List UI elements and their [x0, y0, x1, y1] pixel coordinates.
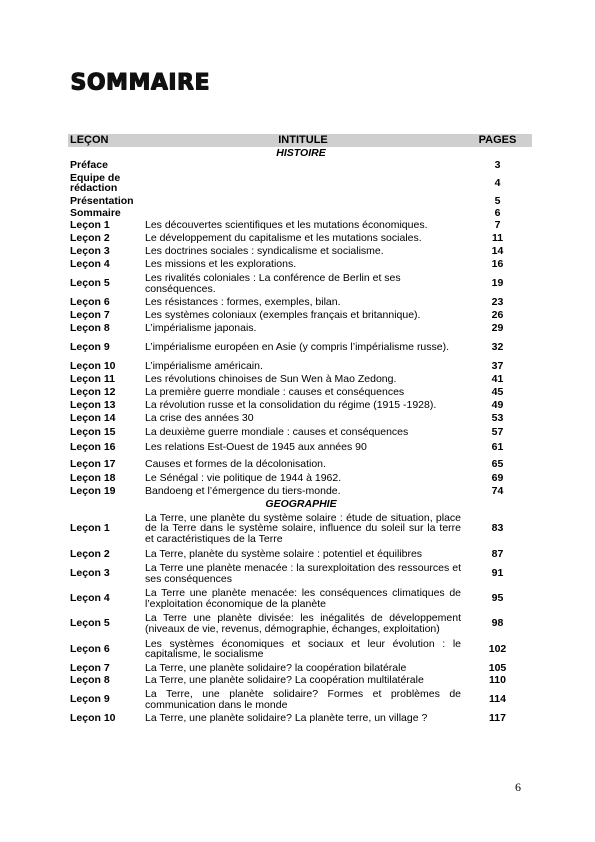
lesson-title: L’impérialisme américain.: [145, 360, 263, 373]
lesson-label: Leçon 7: [70, 662, 110, 674]
page-ref: 102: [488, 642, 507, 655]
lesson-title: L’impérialisme japonais.: [145, 322, 257, 335]
toc-row: [68, 547, 532, 561]
header-title: INTITULE: [143, 134, 461, 147]
lesson-title: Les rivalités coloniales : La conférence de Berlin et ses conséquences.: [145, 272, 401, 295]
lesson-label: Leçon 19: [70, 485, 116, 498]
lesson-title: Les révolutions chinoises de Sun Wen à Mao Zedong.: [145, 373, 397, 386]
lesson-title: La révolution russe et la consolidation du régime (1915 -1928).: [145, 399, 437, 412]
page-ref: 69: [491, 472, 504, 485]
toc-row: [68, 485, 532, 498]
toc-row: [68, 636, 532, 662]
lesson-title: La deuxième guerre mondiale : causes et conséquences: [145, 425, 409, 438]
toc-row: [68, 195, 532, 207]
toc-row: [68, 373, 532, 386]
lesson-label: Leçon 1: [70, 522, 110, 535]
lesson-label: Leçon 17: [70, 457, 116, 470]
lesson-title: La Terre, planète du système solaire : potentiel et équilibres: [145, 547, 423, 560]
page-ref: 57: [491, 425, 504, 438]
toc-row: [68, 674, 532, 687]
lesson-label: Leçon 10: [70, 360, 116, 373]
lesson-label: Leçon 5: [70, 277, 110, 290]
lesson-label: Leçon 10: [70, 712, 116, 725]
toc-row: [68, 712, 532, 725]
section-heading: GEOGRAPHIE: [265, 498, 337, 510]
lesson-label: Leçon 3: [70, 567, 110, 580]
lesson-label: Leçon 9: [70, 693, 110, 706]
page-ref: 105: [488, 662, 507, 674]
toc-row: [68, 159, 532, 171]
lesson-title: Le développement du capitalisme et les mutations sociales.: [145, 232, 422, 245]
header-lesson: LEÇON: [68, 134, 143, 147]
lesson-label: Leçon 4: [70, 592, 110, 605]
toc-row: [68, 207, 532, 219]
page-ref: 98: [491, 617, 504, 630]
lesson-label: Leçon 14: [70, 412, 116, 425]
lesson-label: Leçon 8: [70, 322, 110, 335]
page-ref: 32: [491, 341, 504, 354]
lesson-label: Leçon 5: [70, 617, 110, 630]
lesson-label: Leçon 16: [70, 441, 116, 454]
lesson-title: La Terre une planète divisée: les inégalités de développement (niveaux de vie, revenus, démographie, échanges, exploitation): [145, 612, 461, 635]
table-header: [68, 134, 532, 147]
toc-row: [68, 510, 532, 547]
page-ref: 7: [494, 219, 501, 232]
section-heading: HISTOIRE: [276, 147, 326, 159]
lesson-title: Les résistances : formes, exemples, bilan.: [145, 296, 341, 309]
lesson-label: Présentation: [70, 195, 134, 207]
page-ref: 37: [491, 360, 504, 373]
lesson-title: [143, 171, 461, 195]
toc-row: [68, 245, 532, 258]
page-ref: 45: [491, 386, 504, 399]
page-ref: 49: [491, 399, 504, 412]
page-ref: 11: [491, 232, 504, 245]
page-ref: 91: [491, 567, 504, 580]
page-ref: 26: [491, 309, 504, 322]
toc-row: [68, 456, 532, 472]
table-of-contents: [68, 134, 532, 725]
toc-row: [68, 399, 532, 412]
header-pages: PAGES: [461, 134, 532, 147]
lesson-title: La Terre, une planète du système solaire : étude de situation, place de la Terre dans le système solaire, influence du soleil sur la terre et caractéristiques de la Terre: [145, 511, 461, 545]
lesson-label: Equipe de rédaction: [70, 171, 121, 194]
lesson-title: Les découvertes scientifiques et les mutations économiques.: [145, 219, 428, 232]
lesson-label: Leçon 8: [70, 674, 110, 687]
lesson-title: Les systèmes économiques et sociaux et leur évolution : le capitalisme, le socialisme: [145, 637, 461, 660]
table-body: [68, 147, 532, 725]
page-ref: 19: [491, 277, 504, 290]
toc-row: [68, 425, 532, 439]
toc-row: [68, 472, 532, 485]
page-ref: 53: [491, 412, 504, 425]
toc-row: [68, 439, 532, 456]
lesson-label: Leçon 12: [70, 386, 116, 399]
lesson-title: Les systèmes coloniaux (exemples français et britannique).: [145, 309, 421, 322]
section-heading-row: [68, 498, 532, 510]
lesson-title: Bandoeng et l’émergence du tiers-monde.: [145, 485, 341, 498]
page-number: 6: [515, 780, 521, 794]
lesson-label: Leçon 1: [70, 219, 110, 232]
toc-row: [68, 309, 532, 322]
lesson-label: Préface: [70, 159, 108, 171]
lesson-title: La Terre une planète menacée : la surexploitation des ressources et ses conséquences: [145, 562, 461, 585]
toc-row: [68, 561, 532, 586]
page-ref: 110: [489, 674, 506, 687]
lesson-title: Les doctrines sociales : syndicalisme et socialisme.: [145, 245, 384, 258]
lesson-title: L’impérialisme européen en Asie (y compris l’impérialisme russe).: [145, 341, 450, 354]
page-ref: 41: [491, 373, 504, 386]
page-ref: 95: [491, 592, 504, 605]
lesson-title: La Terre, une planète solidaire? la coopération bilatérale: [145, 662, 407, 674]
page-ref: 5: [494, 195, 501, 207]
toc-row: [68, 360, 532, 373]
toc-row: [68, 171, 532, 195]
toc-row: [68, 232, 532, 245]
lesson-title: La crise des années 30: [145, 412, 254, 425]
toc-row: [68, 687, 532, 712]
page-ref: 23: [491, 296, 504, 309]
toc-row: [68, 386, 532, 399]
lesson-title: La Terre, une planète solidaire? La coopération multilatérale: [145, 674, 424, 687]
lesson-title: [143, 195, 461, 207]
lesson-title: [143, 159, 461, 171]
toc-row: [68, 271, 532, 296]
page-ref: 114: [489, 693, 506, 706]
page-ref: 65: [491, 457, 504, 470]
lesson-label: Leçon 2: [70, 547, 110, 560]
section-heading-row: [68, 147, 532, 159]
toc-row: [68, 662, 532, 674]
lesson-label: Leçon 13: [70, 399, 116, 412]
toc-row: [68, 335, 532, 360]
page-ref: 6: [494, 207, 501, 219]
toc-row: [68, 322, 532, 335]
lesson-title: La première guerre mondiale : causes et conséquences: [145, 386, 405, 399]
lesson-title: Le Sénégal : vie politique de 1944 à 1962.: [145, 472, 342, 485]
page-ref: 16: [491, 258, 504, 271]
lesson-title: Les missions et les explorations.: [145, 258, 297, 271]
page-ref: 29: [491, 322, 504, 335]
lesson-label: Sommaire: [70, 207, 121, 219]
toc-row: [68, 219, 532, 232]
lesson-title: La Terre, une planète solidaire? La planète terre, un village ?: [145, 712, 428, 725]
page-ref: 83: [491, 522, 504, 535]
lesson-label: Leçon 2: [70, 232, 110, 245]
lesson-label: Leçon 18: [70, 472, 116, 485]
lesson-label: Leçon 7: [70, 309, 110, 322]
toc-row: [68, 296, 532, 309]
lesson-title: La Terre une planète menacée: les conséquences climatiques de l’exploitation économique de la planète: [145, 587, 461, 610]
page-ref: 87: [491, 547, 504, 560]
lesson-label: Leçon 6: [70, 296, 110, 309]
lesson-title: La Terre, une planète solidaire? Formes et problèmes de communication dans le monde: [145, 688, 461, 711]
page-ref: 61: [491, 441, 504, 454]
toc-row: [68, 412, 532, 425]
page-title: SOMMAIRE: [70, 70, 210, 95]
page-ref: 3: [494, 159, 501, 171]
lesson-label: Leçon 6: [70, 642, 110, 655]
page-ref: 4: [494, 176, 501, 189]
page-ref: 14: [491, 245, 504, 258]
page-ref: 74: [491, 485, 504, 498]
toc-row: [68, 258, 532, 271]
lesson-label: Leçon 3: [70, 245, 110, 258]
lesson-label: Leçon 11: [70, 373, 115, 386]
page-ref: 117: [489, 712, 506, 725]
toc-row: [68, 611, 532, 636]
toc-row: [68, 586, 532, 611]
lesson-title: [143, 207, 461, 219]
lesson-label: Leçon 4: [70, 258, 110, 271]
lesson-title: Causes et formes de la décolonisation.: [145, 457, 326, 470]
lesson-label: Leçon 15: [70, 425, 116, 438]
lesson-title: Les relations Est-Ouest de 1945 aux années 90: [145, 441, 367, 454]
lesson-label: Leçon 9: [70, 341, 110, 354]
